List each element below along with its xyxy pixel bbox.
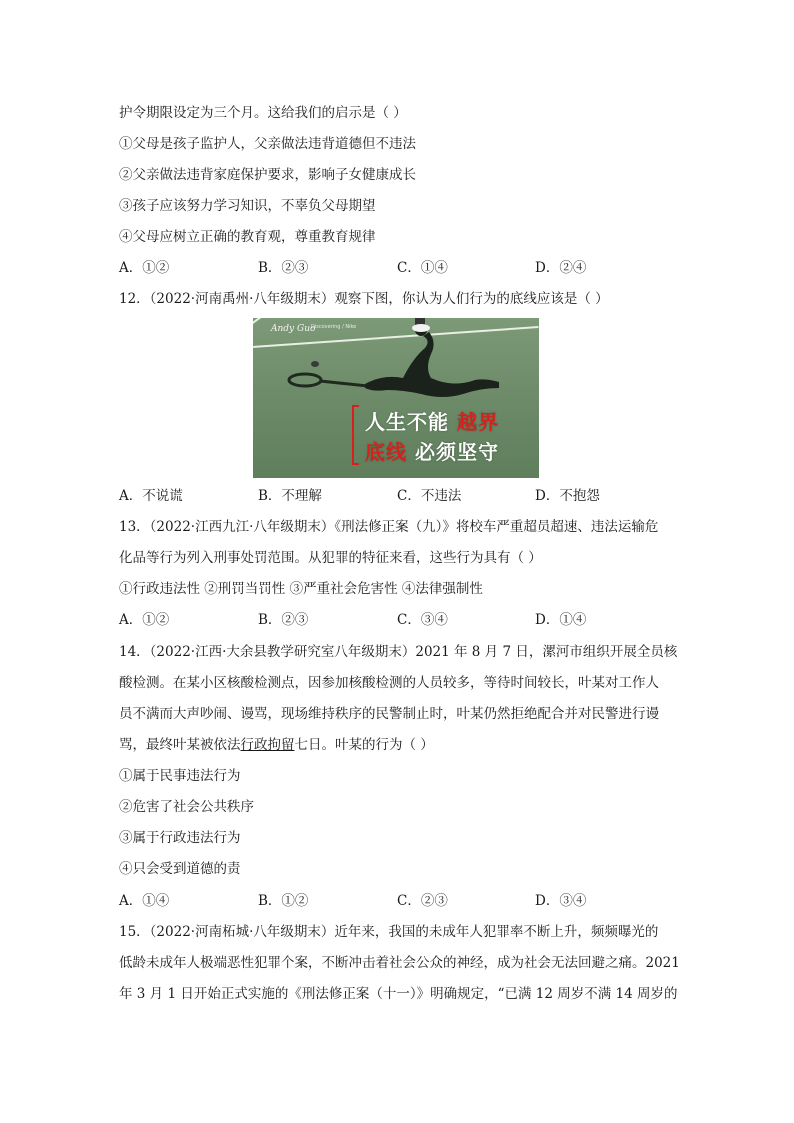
q11-options xyxy=(119,258,679,278)
q14-stem-3: 员不满而大声吵闹、谩骂，现场维持秩序的民警制止时，叶某仍然拒绝配合并对民警进行谩 xyxy=(119,706,659,722)
q11-statement-1: ①父母是孩子监护人，父亲做法违背道德但不违法 xyxy=(119,136,416,152)
q12-option-c[interactable]: C．不违法 xyxy=(397,488,462,504)
q13-option-b[interactable]: B．②③ xyxy=(258,612,309,628)
q14-statement-3: ③属于行政违法行为 xyxy=(119,830,241,846)
q11-option-d[interactable]: D．②④ xyxy=(535,260,587,276)
q11-option-a[interactable]: A．①② xyxy=(119,260,170,276)
q11-statement-2: ②父亲做法违背家庭保护要求，影响子女健康成长 xyxy=(119,167,416,183)
q12-option-a[interactable]: A．不说谎 xyxy=(119,488,183,504)
q12-stem: 12．（2022·河南禹州·八年级期末）观察下图，你认为人们行为的底线应该是（ ） xyxy=(119,291,609,307)
q13-options xyxy=(119,610,679,630)
q11-option-c[interactable]: C．①④ xyxy=(397,260,448,276)
q14-option-a[interactable]: A．①④ xyxy=(119,893,170,909)
q11-option-b[interactable]: B．②③ xyxy=(258,260,309,276)
q12-option-d[interactable]: D．不抱怨 xyxy=(535,488,600,504)
q14-option-b[interactable]: B．①② xyxy=(258,893,309,909)
q13-option-c[interactable]: C．③④ xyxy=(397,612,448,628)
q14-statement-4: ④只会受到道德的责 xyxy=(119,861,241,877)
q14-statement-2: ②危害了社会公共秩序 xyxy=(119,799,254,815)
q14-stem-2: 酸检测。在某小区核酸检测点，因参加核酸检测的人员较多，等待时间较长，叶某对工作人 xyxy=(119,675,659,691)
q14-stem-4: 骂，最终叶某被依法行政拘留七日。叶某的行为（ ） xyxy=(119,737,434,753)
q14-stem-1: 14．（2022·江西·大余县教学研究室八年级期末）2021 年 8 月 7 日，漯河市组织开展全员核 xyxy=(119,644,678,660)
q13-stem-1: 13．（2022·江西九江·八年级期末）《刑法修正案（九）》将校车严重超员超速、违法运输危 xyxy=(119,519,659,535)
q13-stem-2: 化品等行为列入刑事处罚范围。从犯罪的特征来看，这些行为具有（ ） xyxy=(119,550,542,566)
underlined-term: 行政拘留 xyxy=(240,737,295,753)
q14-option-d[interactable]: D．③④ xyxy=(535,893,587,909)
q15-stem-2: 低龄未成年人极端恶性犯罪个案，不断冲击着社会公众的神经，成为社会无法回避之痛。2021 xyxy=(119,955,680,971)
q11-statement-3: ③孩子应该努力学习知识，不辜负父母期望 xyxy=(119,198,376,214)
q15-stem-1: 15．（2022·河南柘城·八年级期末）近年来，我国的未成年人犯罪率不断上升，频频曝光的 xyxy=(119,924,659,940)
q12-options xyxy=(119,486,679,506)
figure-caption xyxy=(351,404,527,466)
figure-brand: Andy Guo xyxy=(271,324,316,334)
q14-statement-1: ①属于民事违法行为 xyxy=(119,768,241,784)
caption-line-2: 底线 必须坚守 xyxy=(365,440,499,464)
q13-statements: ①行政违法性 ②刑罚当罚性 ③严重社会危害性 ④法律强制性 xyxy=(119,581,483,597)
q11-stem-end: 护令期限设定为三个月。这给我们的启示是（ ） xyxy=(119,105,407,121)
q11-statement-4: ④父母应树立正确的教育观，尊重教育规律 xyxy=(119,229,376,245)
q12-option-b[interactable]: B．不理解 xyxy=(258,488,322,504)
figure-brand-sub: Discovering / Nike xyxy=(311,324,357,330)
q13-option-d[interactable]: D．①④ xyxy=(535,612,587,628)
tennis-shadow-figure xyxy=(253,318,539,478)
q14-option-c[interactable]: C．②③ xyxy=(397,893,448,909)
q13-option-a[interactable]: A．①② xyxy=(119,612,170,628)
q14-options xyxy=(119,891,679,911)
q15-stem-3: 年 3 月 1 日开始正式实施的《刑法修正案（十一）》明确规定，“已满 12 周岁不满 14 周岁的 xyxy=(119,986,678,1002)
caption-line-1: 人生不能 越界 xyxy=(365,410,499,434)
